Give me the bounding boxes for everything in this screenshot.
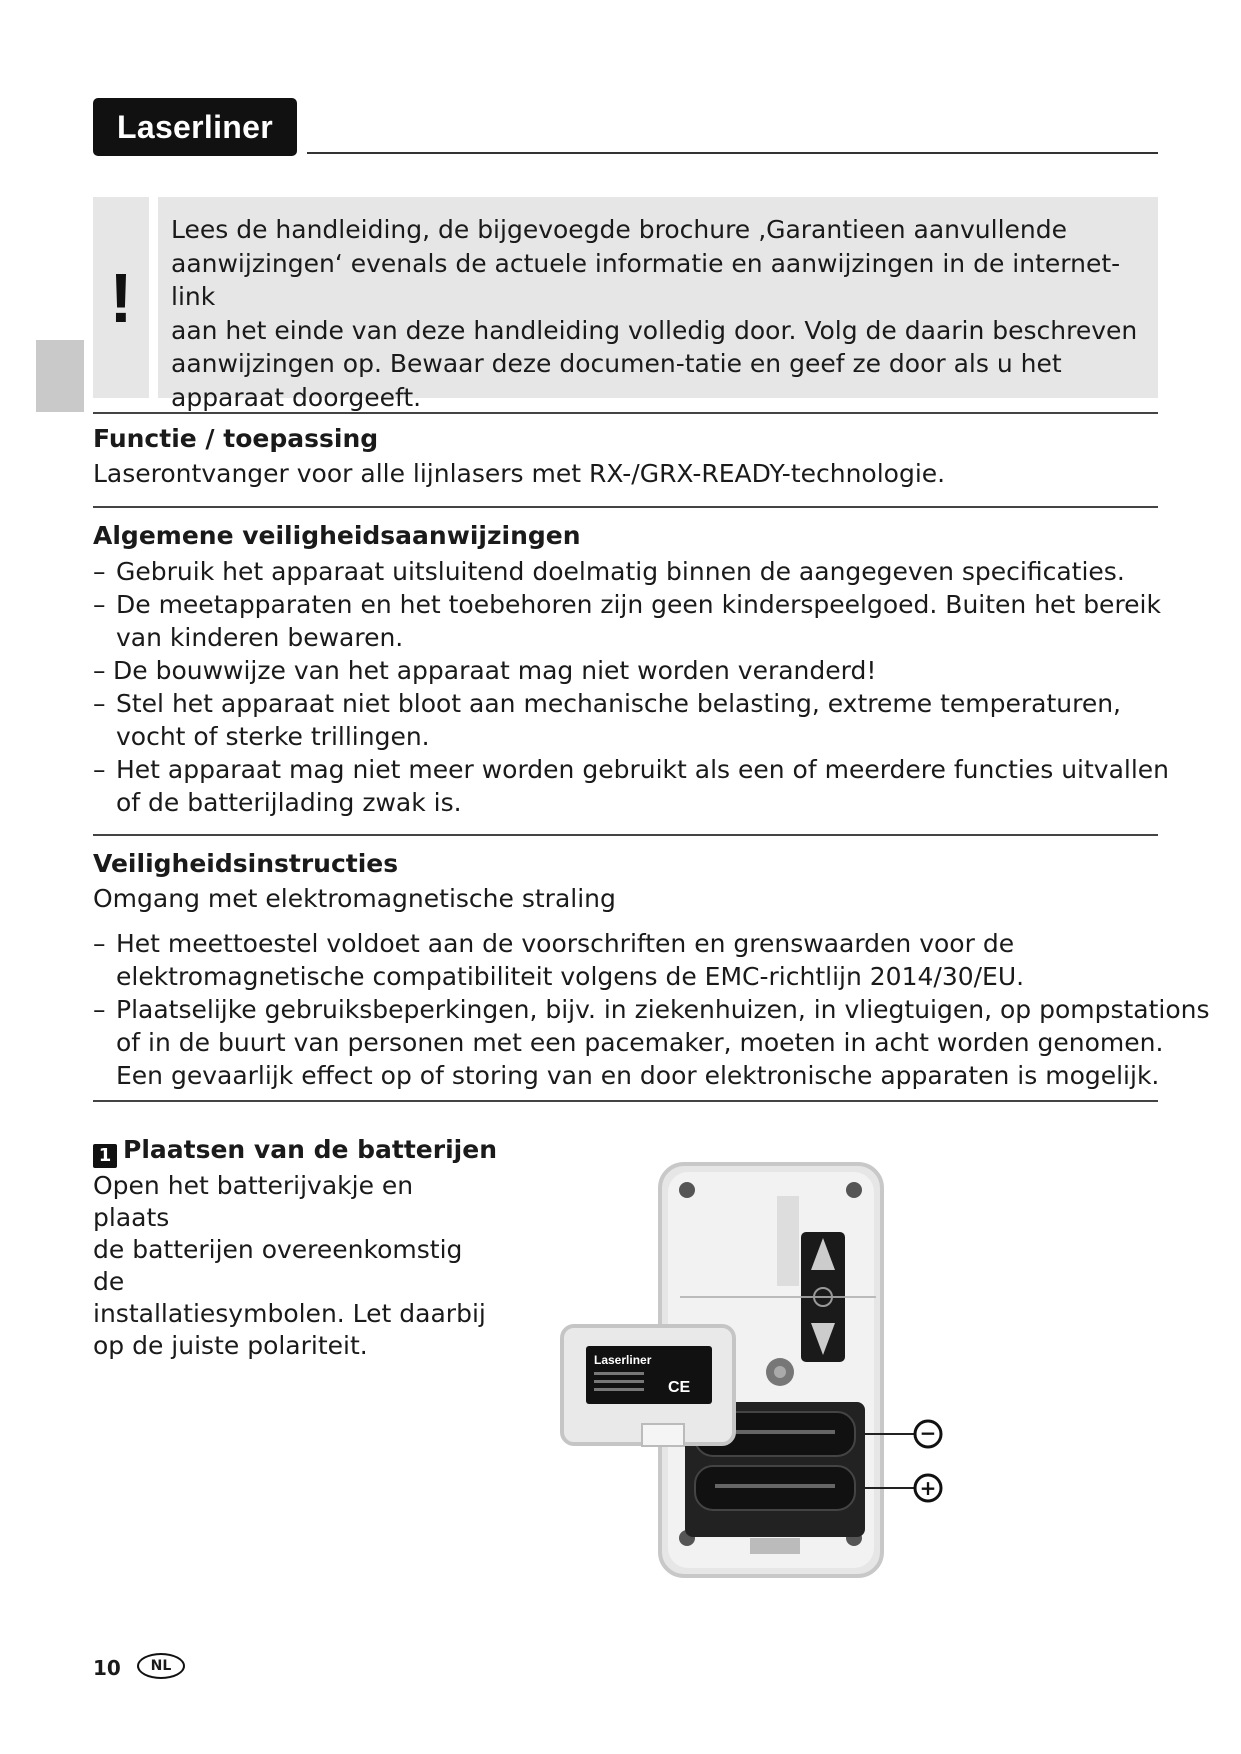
list-item: [93, 753, 1169, 819]
screw-icon: [846, 1182, 862, 1198]
batteries-heading-text: Plaatsen van de batterijen: [123, 1135, 497, 1164]
list-item-line: Stel het apparaat niet bloot aan mechanische belasting, extreme temperaturen,: [116, 689, 1122, 718]
dash: –: [93, 755, 106, 784]
notice-text: [158, 197, 1158, 412]
batteries-line: installatiesymbolen. Let daarbij: [93, 1299, 486, 1328]
scale-strip: [777, 1196, 799, 1286]
list-item-line: of de batterijlading zwak is.: [116, 788, 462, 817]
list-item-line: vocht of sterke trillingen.: [116, 722, 430, 751]
dash: –: [93, 929, 106, 958]
notice-line: aanwijzingen‘ evenals de actuele informatie en aanwijzingen in de internet-link: [171, 248, 1121, 311]
safety-instructions-list: [93, 927, 1210, 1092]
section-rule: [93, 834, 1158, 836]
dash: –: [93, 995, 106, 1024]
cover-label-brand: Laserliner: [594, 1353, 652, 1367]
list-item-line: De bouwwijze van het apparaat mag niet worden veranderd!: [113, 656, 877, 685]
list-item-line: van kinderen bewaren.: [116, 623, 404, 652]
warning-icon: [93, 197, 149, 398]
list-item-line: of in de buurt van personen met een pacemaker, moeten in acht worden genomen.: [116, 1028, 1164, 1057]
notice-line: Lees de handleiding, de bijgevoegde brochure ‚Garantieen aanvullende: [171, 215, 1067, 244]
function-heading: Functie / toepassing: [93, 424, 379, 453]
plus-symbol: +: [919, 1476, 937, 1500]
list-item-line: Het meettoestel voldoet aan de voorschriften en grenswaarden voor de: [116, 929, 1015, 958]
batteries-line: Open het batterijvakje en plaats: [93, 1171, 414, 1232]
batteries-text: [93, 1170, 493, 1362]
list-item: [93, 687, 1169, 753]
language-badge: NL: [137, 1653, 185, 1679]
notice-line: apparaat doorgeeft.: [171, 382, 422, 412]
safety-general-list: [93, 555, 1169, 819]
notice-line: aan het einde van deze handleiding volledig door. Volg de daarin beschreven: [171, 315, 1138, 345]
safety-instructions-subheading: Omgang met elektromagnetische straling: [93, 884, 616, 913]
list-item: [93, 993, 1210, 1092]
list-item-line: elektromagnetische compatibiliteit volgens de EMC-richtlijn 2014/30/EU.: [116, 962, 1025, 991]
list-item-line: Een gevaarlijk effect op of storing van en door elektronische apparaten is mogelijk.: [116, 1061, 1160, 1090]
list-item: [93, 654, 1169, 687]
notice-line: aanwijzingen op. Bewaar deze documen-tatie en geef ze door als u het: [171, 349, 1062, 378]
brand-logo: Laserliner: [93, 98, 297, 156]
compartment-notch: [750, 1538, 800, 1554]
list-item: [93, 588, 1169, 654]
safety-instructions-heading: Veiligheidsinstructies: [93, 849, 399, 878]
list-item-line: Het apparaat mag niet meer worden gebruikt als een of meerdere functies uitvallen: [116, 755, 1170, 784]
section-rule: [93, 506, 1158, 508]
battery-compartment-figure: [540, 1140, 1110, 1620]
batteries-heading: [93, 1135, 497, 1168]
list-item-line: Gebruik het apparaat uitsluitend doelmatig binnen de aangegeven specificaties.: [116, 557, 1125, 586]
list-item-line: De meetapparaten en het toebehoren zijn geen kinderspeelgoed. Buiten het bereik: [116, 590, 1161, 619]
ce-mark: CE: [668, 1379, 691, 1396]
cover-tab: [642, 1424, 684, 1446]
dash: –: [93, 557, 106, 586]
header-rule: [307, 152, 1158, 154]
figure-number-badge: 1: [93, 1144, 117, 1168]
list-item: [93, 927, 1210, 993]
side-tab-marker: [36, 340, 84, 412]
warning-symbol: !: [109, 258, 133, 337]
list-item-line: Plaatselijke gebruiksbeperkingen, bijv. in ziekenhuizen, in vliegtuigen, op pompstations: [116, 995, 1210, 1024]
section-rule: [93, 1100, 1158, 1102]
batteries-line: de batterijen overeenkomstig de: [93, 1235, 463, 1296]
function-text: Laserontvanger voor alle lijnlasers met RX-/GRX-READY-technologie.: [93, 459, 946, 488]
list-item: [93, 555, 1169, 588]
batteries-line: op de juiste polariteit.: [93, 1331, 368, 1360]
page-number: 10: [93, 1656, 121, 1680]
dash: –: [93, 689, 106, 718]
safety-general-heading: Algemene veiligheidsaanwijzingen: [93, 521, 581, 550]
dash: –: [93, 590, 106, 619]
section-rule: [93, 412, 1158, 414]
screw-icon: [679, 1182, 695, 1198]
dash: –: [93, 656, 106, 685]
minus-symbol: −: [919, 1421, 937, 1445]
